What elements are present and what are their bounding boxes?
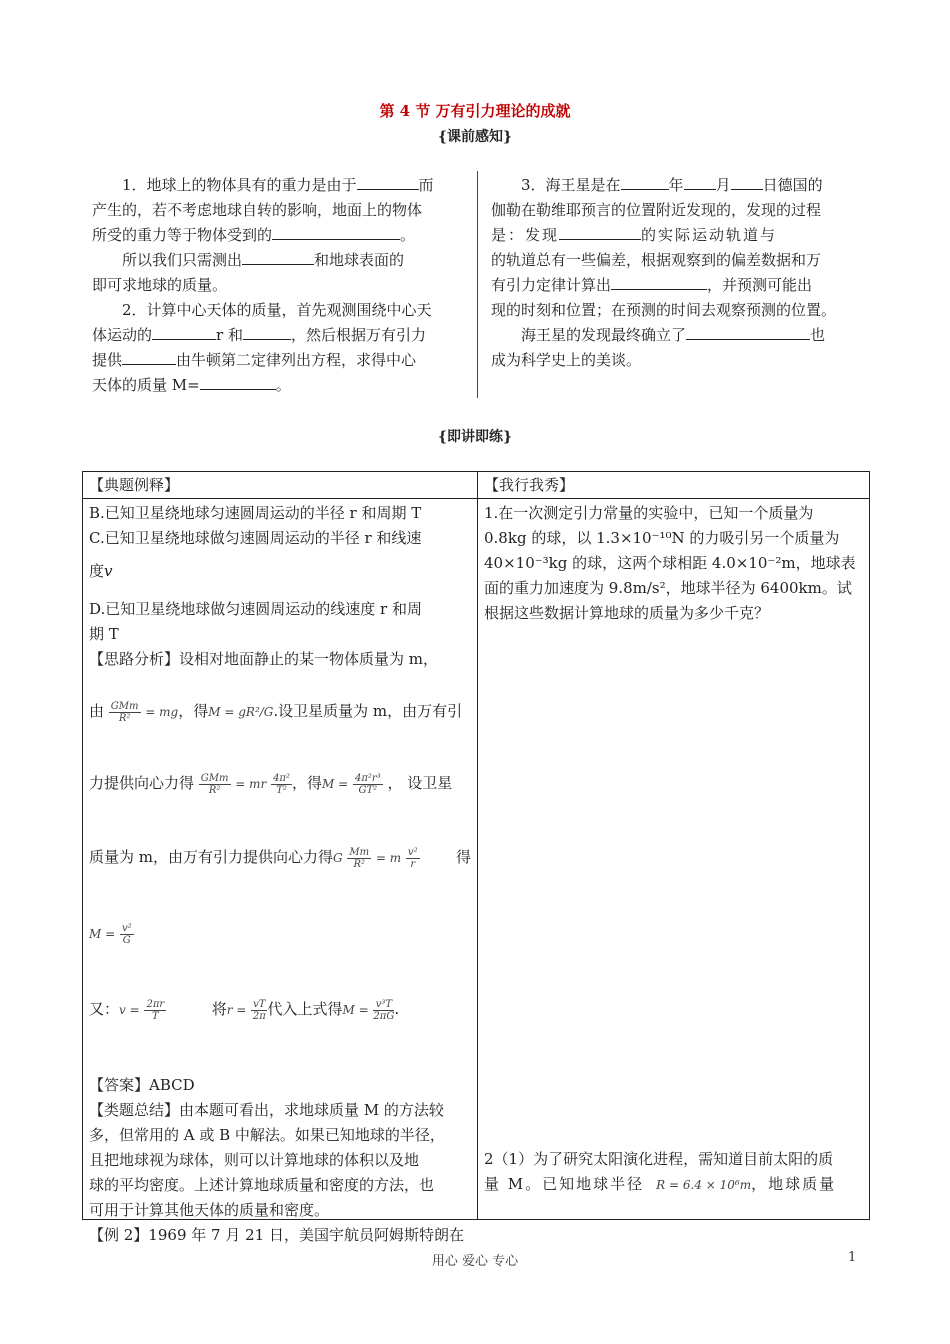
option-c: C.已知卫星绕地球做匀速圆周运动的半径 r 和线速 bbox=[89, 529, 422, 547]
summary: 【类题总结】由本题可看出，求地球质量 M 的方法较 bbox=[89, 1101, 444, 1119]
blank[interactable] bbox=[611, 274, 707, 290]
section-pre-class: {课前感知} bbox=[437, 129, 512, 145]
right-cell bbox=[478, 499, 870, 1220]
header-right: 【我行我秀】 bbox=[478, 472, 870, 499]
page-number: 1 bbox=[848, 1250, 857, 1265]
answer: 【答案】ABCD bbox=[89, 1076, 195, 1094]
option-b: B.已知卫星绕地球匀速圆周运动的半径 r 和周期 T bbox=[89, 504, 422, 522]
right-column: 3．海王星是在 年 月 日德国的 伽勒在勒维耶预言的位置附近发现的，发现的过程 是：发现 的实际运动轨道与 的轨道总有一些偏差，根据观察到的偏差数据和万 有引力定律计算出 ，并预测可能出 现的时刻和位置；在预测的时间去观察预测的位置。 海王星的发现最终确立了 也 成为科学史上的美谈。 bbox=[491, 176, 837, 369]
blank[interactable] bbox=[200, 374, 276, 390]
blank[interactable] bbox=[152, 324, 216, 340]
blank[interactable] bbox=[684, 174, 716, 190]
formula-line-5: 又：v = $\frac{2\pi r}{T}$ 将r = $\frac{vT}{2\pi}$ 代入上式得M = $\frac{\text{v³T}}{2\pi G}$ . bbox=[89, 998, 400, 1022]
analysis-label: 【思路分析】设相对地面静止的某一物体质量为 m， bbox=[89, 650, 438, 668]
blank[interactable] bbox=[242, 249, 314, 265]
blank[interactable] bbox=[272, 224, 400, 240]
exercise-1: 1.在一次测定引力常量的实验中，已知一个质量为 0.8kg 的球，以 1.3×10⁻¹⁰N 的力吸引另一个质量为 40×10⁻³kg 的球，这两个球相距 4.0×10⁻²m，地球表 面的重力加速度为 9.8m/s²，地球半径为 6400km。试 根据这些数据计算地球的质量为多少千克？ bbox=[484, 504, 856, 622]
blank[interactable] bbox=[559, 224, 641, 240]
section-lecture: {即讲即练} bbox=[437, 429, 512, 445]
example-2: 【例 2】1969 年 7 月 21 日，美国宇航员阿姆斯特朗在 bbox=[89, 1226, 464, 1244]
exercise-table bbox=[82, 471, 870, 1244]
option-d: D.已知卫星绕地球做匀速圆周运动的线速度 r 和周 bbox=[89, 600, 422, 618]
page-title: 第 4 节 万有引力理论的成就 bbox=[379, 102, 571, 120]
blank[interactable] bbox=[243, 324, 291, 340]
blank[interactable] bbox=[686, 324, 810, 340]
blank[interactable] bbox=[621, 174, 669, 190]
blank[interactable] bbox=[731, 174, 763, 190]
formula-line-1: 由 $\frac{\text{GMm}}{\text{R²}}$ = mg，得M = gR²/G.设卫星质量为 m，由万有引 bbox=[89, 700, 463, 724]
left-column: 1．地球上的物体具有的重力是由于 而 产生的，若不考虑地球自转的影响，地面上的物体 所受的重力等于物体受到的 。 所以我们只需测出 和地球表面的 即可求地球的质量。 2．计算中心天体的质量，首先观测围绕中心天 体运动的 r 和 ，然后根据万有引力 提供 由牛顿第二定律列出方程，求得中心 天体的质量 M= 。 bbox=[92, 176, 434, 394]
blank[interactable] bbox=[122, 349, 176, 365]
option-c-cont: 度v bbox=[89, 562, 113, 580]
formula-line-2: 力提供向心力得 $\frac{\text{GMm}}{\text{R²}}$ = mr $\frac{\text{4π²}}{\text{T²}}$ ，得M = $\frac{\text{4π²r³}}{\text{GT²}}$ ， 设卫星 bbox=[89, 772, 453, 796]
blank[interactable] bbox=[357, 174, 419, 190]
exercise-2: 2（1）为了研究太阳演化进程，需知道目前太阳的质 量 M。已知地球半径 R = 6.4 × 10⁶m，地球质量 bbox=[484, 1150, 837, 1193]
footer-motto: 用心 爱心 专心 bbox=[431, 1254, 519, 1269]
formula-line-4: M = $\frac{\text{v²}}{G}$ bbox=[89, 922, 132, 946]
header-left: 【典题例释】 bbox=[83, 472, 478, 499]
column-divider bbox=[477, 171, 478, 398]
left-cell: B.已知卫星绕地球匀速圆周运动的半径 r 和周期 T C.已知卫星绕地球做匀速圆周运动的半径 r 和线速 度v D.已知卫星绕地球做匀速圆周运动的线速度 r 和周 期 T 【思路分析】设相对地面静止的某一物体质量为 m， 由 $\frac{\text{GMm}}{\text{R²}}$ = mg，得M = gR²/G.设卫星质量为 m，由万有引 力提供向心力得 $\frac{\text{GMm}}{\text{R²}}$ = mr $\frac{\text{4π²}}{\text{T²}}$ ，得M = $\frac{\text{4π²r³}}{\text{GT²}}$ ， 设卫星 质量为 m，由万有引力提供向心力得G $\frac{Mm}{\text{R²}}$ = m $\frac{\text{v²}}{r}$ 得 M = $\frac{\text{v²}}{G}$ 又：v = $\frac{2\pi r}{T}$ 将r = $\frac{vT}{2\pi}$ 代入上式得M = $\frac{\text{v³T}}{2\pi G}$ . 【答案】ABCD 【类题总结】由本题可看出，求地球质量 M 的方法较 多，但常用的 A 或 B 中解法。如果已知地球的半径， 且把地球视为球体，则可以计算地球的体积以及地 球的平均密度。上述计算地球质量和密度的方法，也 可用于计算其他天体的质量和密度。 【例 2】1969 年 7 月 21 日，美国宇航员阿姆斯特朗在 bbox=[83, 499, 478, 1220]
formula-line-3: 质量为 m，由万有引力提供向心力得G $\frac{Mm}{\text{R²}}$ = m $\frac{\text{v²}}{r}$ 得 bbox=[89, 846, 471, 870]
